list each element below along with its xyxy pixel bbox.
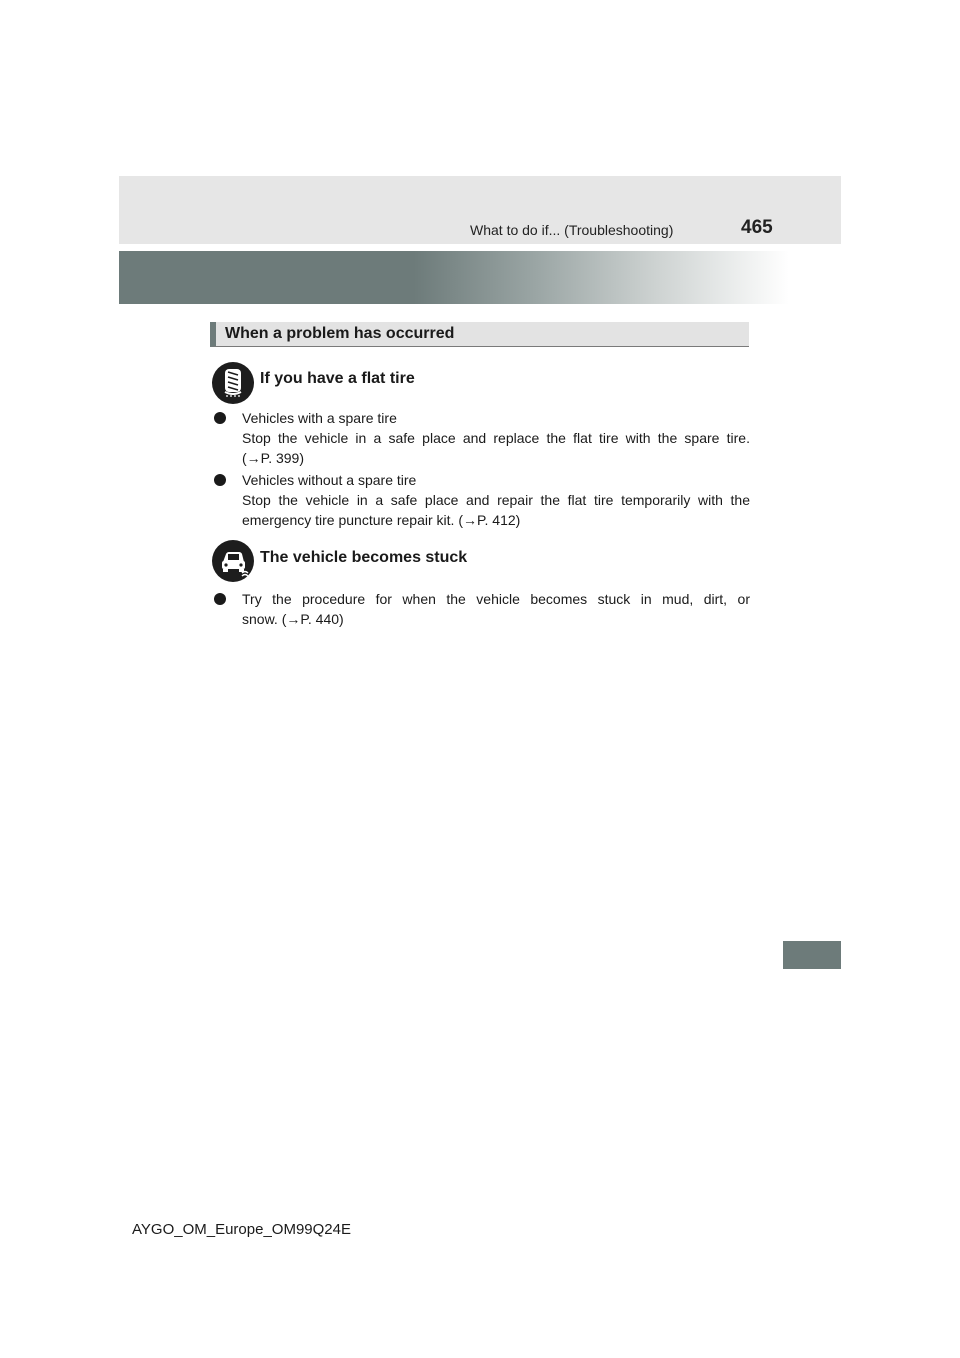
- flat-tire-heading: If you have a flat tire: [260, 370, 415, 387]
- bullet-text-continued: snow. (→P. 440): [242, 611, 344, 627]
- bullet-dot: [214, 474, 226, 486]
- page-reference: (→P. 399): [242, 450, 304, 466]
- bullet-title: Vehicles without a spare tire: [242, 472, 417, 488]
- stuck-vehicle-icon: [212, 540, 254, 582]
- running-header-title: What to do if... (Troubleshooting): [470, 222, 674, 238]
- section-heading: [210, 322, 749, 347]
- bullet-dot: [214, 412, 226, 424]
- bullet-text-continued: emergency tire puncture repair kit. (→P. 412): [242, 512, 521, 528]
- bullet-text: Try the procedure for when the vehicle becomes stuck in mud, dirt, or: [242, 591, 750, 607]
- bullet-dot: [214, 593, 226, 605]
- list-item: [214, 589, 750, 629]
- bullet-title: Vehicles with a spare tire: [242, 410, 397, 426]
- list-item: [214, 470, 750, 530]
- page-number: 465: [741, 217, 773, 238]
- bullet-text: Stop the vehicle in a safe place and repair the flat tire temporarily with the: [242, 492, 750, 508]
- stuck-vehicle-heading: The vehicle becomes stuck: [260, 549, 468, 566]
- chapter-gradient-bar: [119, 251, 789, 304]
- bullet-text: Stop the vehicle in a safe place and replace the flat tire with the spare tire.: [242, 430, 750, 446]
- section-heading-label: When a problem has occurred: [225, 325, 455, 342]
- document-code: AYGO_OM_Europe_OM99Q24E: [132, 1221, 351, 1238]
- list-item: [214, 408, 750, 468]
- chapter-side-tab: [783, 941, 841, 969]
- flat-tire-icon: [212, 362, 254, 404]
